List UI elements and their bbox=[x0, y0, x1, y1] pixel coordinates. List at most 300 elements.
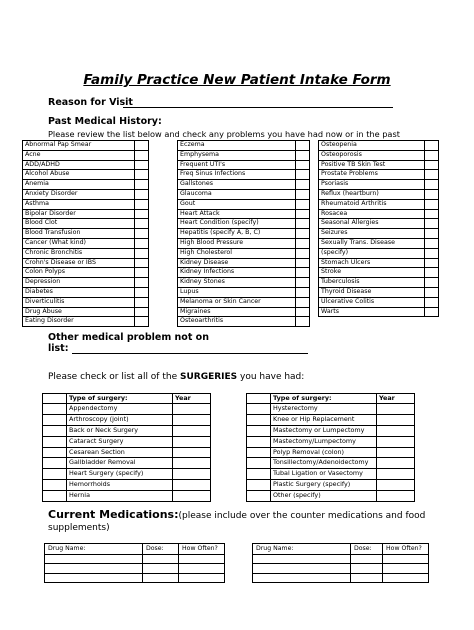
condition-checkbox[interactable] bbox=[135, 297, 149, 307]
medication-row bbox=[253, 573, 429, 583]
surgery-checkbox[interactable] bbox=[43, 469, 67, 480]
condition-row bbox=[178, 238, 310, 248]
condition-checkbox[interactable] bbox=[425, 268, 439, 278]
condition-checkbox[interactable] bbox=[425, 278, 439, 288]
condition-label: Positive TB Skin Test bbox=[319, 160, 425, 170]
surgery-year-field[interactable] bbox=[173, 491, 211, 502]
condition-checkbox[interactable] bbox=[135, 180, 149, 190]
dose-header: Dose: bbox=[351, 544, 383, 555]
surgery-year-field[interactable] bbox=[377, 491, 415, 502]
condition-row bbox=[319, 258, 439, 268]
condition-checkbox[interactable] bbox=[135, 268, 149, 278]
surgery-checkbox[interactable] bbox=[247, 447, 271, 458]
other-problem-label-line1: Other medical problem not on bbox=[48, 332, 209, 343]
condition-checkbox[interactable] bbox=[296, 150, 310, 160]
condition-checkbox[interactable] bbox=[425, 297, 439, 307]
surgery-label: Hemorrhoids bbox=[67, 480, 173, 491]
surgeries-instructions bbox=[48, 372, 304, 382]
meds-note-line1: (please include over the counter medications and food bbox=[178, 511, 426, 521]
condition-checkbox[interactable] bbox=[425, 189, 439, 199]
surgery-type-header: Type of surgery: bbox=[271, 394, 377, 404]
condition-row bbox=[319, 307, 439, 317]
condition-label: Prostate Problems bbox=[319, 170, 425, 180]
condition-checkbox[interactable] bbox=[425, 229, 439, 239]
condition-row bbox=[23, 248, 149, 258]
dose-field[interactable] bbox=[143, 573, 179, 583]
condition-checkbox[interactable] bbox=[135, 170, 149, 180]
condition-label: Anemia bbox=[23, 180, 135, 190]
medication-row bbox=[253, 554, 429, 564]
condition-label: Osteoporosis bbox=[319, 150, 425, 160]
surgery-year-field[interactable] bbox=[377, 425, 415, 436]
surgery-row bbox=[247, 425, 415, 436]
condition-label: High Cholesterol bbox=[178, 248, 296, 258]
condition-row bbox=[319, 238, 439, 248]
condition-row bbox=[178, 287, 310, 297]
condition-row bbox=[23, 209, 149, 219]
condition-row bbox=[319, 189, 439, 199]
surgery-checkbox[interactable] bbox=[247, 436, 271, 447]
condition-checkbox[interactable] bbox=[296, 278, 310, 288]
condition-row bbox=[319, 229, 439, 239]
surgery-row bbox=[247, 414, 415, 425]
condition-row bbox=[178, 209, 310, 219]
condition-label: Stomach Ulcers bbox=[319, 258, 425, 268]
condition-checkbox[interactable] bbox=[425, 160, 439, 170]
condition-checkbox[interactable] bbox=[296, 199, 310, 209]
condition-checkbox[interactable] bbox=[296, 141, 310, 151]
surgery-row bbox=[43, 447, 211, 458]
condition-checkbox[interactable] bbox=[135, 307, 149, 317]
surgery-label: Gallbladder Removal bbox=[67, 458, 173, 469]
condition-checkbox[interactable] bbox=[135, 189, 149, 199]
condition-checkbox[interactable] bbox=[296, 297, 310, 307]
condition-checkbox[interactable] bbox=[425, 180, 439, 190]
condition-checkbox[interactable] bbox=[296, 160, 310, 170]
condition-label: Migraines bbox=[178, 307, 296, 317]
condition-checkbox[interactable] bbox=[135, 229, 149, 239]
condition-label: Tuberculosis bbox=[319, 278, 425, 288]
condition-checkbox[interactable] bbox=[296, 170, 310, 180]
condition-row bbox=[319, 297, 439, 307]
condition-checkbox[interactable] bbox=[296, 258, 310, 268]
condition-row bbox=[178, 317, 310, 327]
condition-row bbox=[23, 297, 149, 307]
surgery-label: Mastectomy or Lumpectomy bbox=[271, 425, 377, 436]
condition-row bbox=[23, 238, 149, 248]
condition-label: Hepatitis (specify A, B, C) bbox=[178, 229, 296, 239]
condition-checkbox[interactable] bbox=[296, 189, 310, 199]
surgery-year-field[interactable] bbox=[377, 458, 415, 469]
condition-checkbox[interactable] bbox=[135, 238, 149, 248]
surgery-checkbox[interactable] bbox=[43, 403, 67, 414]
surgery-year-field[interactable] bbox=[377, 403, 415, 414]
condition-label: Depression bbox=[23, 278, 135, 288]
pmh-instructions: Please review the list below and check any problems you have had now or in the past bbox=[48, 129, 400, 139]
condition-label: Asthma bbox=[23, 199, 135, 209]
condition-label: Gout bbox=[178, 199, 296, 209]
condition-row bbox=[23, 268, 149, 278]
surgery-year-field[interactable] bbox=[173, 425, 211, 436]
surgery-checkbox[interactable] bbox=[247, 458, 271, 469]
condition-label: Abnormal Pap Smear bbox=[23, 141, 135, 151]
condition-row bbox=[178, 170, 310, 180]
current-medications-heading bbox=[48, 508, 425, 521]
condition-row bbox=[319, 209, 439, 219]
surgery-row bbox=[43, 414, 211, 425]
medication-row bbox=[253, 564, 429, 574]
condition-checkbox[interactable] bbox=[425, 219, 439, 229]
surgery-row bbox=[247, 491, 415, 502]
surgery-checkbox[interactable] bbox=[43, 458, 67, 469]
surgery-year-field[interactable] bbox=[377, 436, 415, 447]
condition-row bbox=[23, 180, 149, 190]
surgery-row bbox=[43, 458, 211, 469]
surgeries-table-right bbox=[246, 393, 415, 502]
surgery-year-field[interactable] bbox=[377, 469, 415, 480]
surgery-type-header: Type of surgery: bbox=[67, 394, 173, 404]
other-problem-label-line2: list: bbox=[48, 343, 69, 354]
past-medical-history-heading: Past Medical History: bbox=[48, 116, 162, 127]
reason-for-visit-field[interactable] bbox=[123, 107, 393, 108]
surgery-check-header bbox=[247, 394, 271, 404]
surgery-checkbox[interactable] bbox=[247, 403, 271, 414]
surgery-year-field[interactable] bbox=[173, 447, 211, 458]
surgeries-table-left bbox=[42, 393, 211, 502]
condition-checkbox[interactable] bbox=[296, 307, 310, 317]
surgery-row bbox=[247, 480, 415, 491]
condition-label: Emphysema bbox=[178, 150, 296, 160]
condition-label: Colon Polyps bbox=[23, 268, 135, 278]
surgery-label: Knee or Hip Replacement bbox=[271, 414, 377, 425]
condition-label: Thyroid Disease bbox=[319, 287, 425, 297]
condition-label: High Blood Pressure bbox=[178, 238, 296, 248]
condition-label: Acne bbox=[23, 150, 135, 160]
condition-checkbox[interactable] bbox=[425, 150, 439, 160]
condition-checkbox[interactable] bbox=[135, 317, 149, 327]
form-title: Family Practice New Patient Intake Form bbox=[83, 72, 391, 88]
how-often-header: How Often? bbox=[179, 544, 225, 555]
surgery-year-field[interactable] bbox=[173, 436, 211, 447]
drug-name-field[interactable] bbox=[45, 573, 143, 583]
surgeries-instr-prefix: Please check or list all of the bbox=[48, 372, 180, 382]
condition-label: Drug Abuse bbox=[23, 307, 135, 317]
condition-row bbox=[178, 278, 310, 288]
medications-table-right bbox=[252, 543, 429, 583]
surgery-checkbox[interactable] bbox=[247, 480, 271, 491]
condition-checkbox[interactable] bbox=[135, 150, 149, 160]
condition-checkbox[interactable] bbox=[135, 287, 149, 297]
surgery-label: Cataract Surgery bbox=[67, 436, 173, 447]
surgery-year-field[interactable] bbox=[173, 414, 211, 425]
condition-row bbox=[178, 180, 310, 190]
how-often-field[interactable] bbox=[179, 564, 225, 574]
how-often-field[interactable] bbox=[179, 554, 225, 564]
condition-row bbox=[319, 287, 439, 297]
condition-row bbox=[319, 170, 439, 180]
condition-label: Glaucoma bbox=[178, 189, 296, 199]
surgery-row bbox=[43, 469, 211, 480]
condition-label: Eczema bbox=[178, 141, 296, 151]
surgery-label: Plastic Surgery (specify) bbox=[271, 480, 377, 491]
condition-label: Seasonal Allergies bbox=[319, 219, 425, 229]
surgery-checkbox[interactable] bbox=[247, 491, 271, 502]
how-often-field[interactable] bbox=[179, 573, 225, 583]
drug-name-field[interactable] bbox=[45, 564, 143, 574]
condition-label: Bipolar Disorder bbox=[23, 209, 135, 219]
surgery-checkbox[interactable] bbox=[247, 425, 271, 436]
condition-row bbox=[23, 287, 149, 297]
condition-checkbox[interactable] bbox=[135, 248, 149, 258]
medications-table-left bbox=[44, 543, 225, 583]
condition-label: Osteopenia bbox=[319, 141, 425, 151]
condition-row bbox=[23, 219, 149, 229]
surgery-checkbox[interactable] bbox=[247, 469, 271, 480]
condition-label: Kidney Stones bbox=[178, 278, 296, 288]
condition-label: (specify) bbox=[319, 248, 425, 258]
surgery-label: Cesarean Section bbox=[67, 447, 173, 458]
condition-row bbox=[178, 160, 310, 170]
other-problem-label bbox=[48, 332, 209, 354]
surgery-check-header bbox=[43, 394, 67, 404]
drug-name-field[interactable] bbox=[253, 554, 351, 564]
condition-label: Diverticulitis bbox=[23, 297, 135, 307]
surgery-label: Back or Neck Surgery bbox=[67, 425, 173, 436]
condition-checkbox[interactable] bbox=[135, 209, 149, 219]
drug-name-field[interactable] bbox=[45, 554, 143, 564]
condition-row bbox=[319, 160, 439, 170]
condition-checkbox[interactable] bbox=[296, 209, 310, 219]
surgery-row bbox=[43, 436, 211, 447]
condition-checkbox[interactable] bbox=[425, 141, 439, 151]
surgery-checkbox[interactable] bbox=[43, 447, 67, 458]
condition-label: Blood Transfusion bbox=[23, 229, 135, 239]
drug-name-field[interactable] bbox=[253, 564, 351, 574]
condition-checkbox[interactable] bbox=[425, 307, 439, 317]
surgery-row bbox=[43, 403, 211, 414]
condition-checkbox[interactable] bbox=[296, 180, 310, 190]
surgery-row bbox=[43, 425, 211, 436]
condition-checkbox[interactable] bbox=[135, 160, 149, 170]
condition-label: Gallstones bbox=[178, 180, 296, 190]
condition-label: Anxiety Disorder bbox=[23, 189, 135, 199]
reason-for-visit-label: Reason for Visit bbox=[48, 97, 133, 108]
condition-checkbox[interactable] bbox=[425, 209, 439, 219]
condition-row bbox=[319, 180, 439, 190]
condition-checkbox[interactable] bbox=[135, 258, 149, 268]
surgery-label: Hernia bbox=[67, 491, 173, 502]
surgery-label: Heart Surgery (specify) bbox=[67, 469, 173, 480]
condition-checkbox[interactable] bbox=[296, 287, 310, 297]
meds-heading-text: Current Medications: bbox=[48, 508, 179, 521]
condition-label: ADD/ADHD bbox=[23, 160, 135, 170]
condition-checkbox[interactable] bbox=[135, 199, 149, 209]
condition-label: Stroke bbox=[319, 268, 425, 278]
surgery-label: Tubal Ligation or Vasectomy bbox=[271, 469, 377, 480]
conditions-table-col2 bbox=[177, 140, 310, 327]
condition-label: Rosacea bbox=[319, 209, 425, 219]
surgery-label: Tonsillectomy/Adenoidectomy bbox=[271, 458, 377, 469]
condition-row bbox=[178, 258, 310, 268]
dose-field[interactable] bbox=[143, 554, 179, 564]
condition-label: Ulcerative Colitis bbox=[319, 297, 425, 307]
condition-checkbox[interactable] bbox=[135, 141, 149, 151]
surgery-row bbox=[247, 436, 415, 447]
condition-row bbox=[23, 170, 149, 180]
how-often-field[interactable] bbox=[383, 554, 429, 564]
condition-row bbox=[178, 248, 310, 258]
surgery-row bbox=[43, 491, 211, 502]
condition-checkbox[interactable] bbox=[135, 278, 149, 288]
condition-label: Heart Condition (specify) bbox=[178, 219, 296, 229]
condition-label: Blood Clot bbox=[23, 219, 135, 229]
surgery-checkbox[interactable] bbox=[43, 480, 67, 491]
medication-row bbox=[45, 554, 225, 564]
condition-label: Kidney Disease bbox=[178, 258, 296, 268]
condition-row bbox=[319, 248, 439, 258]
condition-row bbox=[23, 150, 149, 160]
condition-row bbox=[23, 141, 149, 151]
condition-row bbox=[319, 268, 439, 278]
surgery-year-field[interactable] bbox=[173, 458, 211, 469]
surgery-year-field[interactable] bbox=[377, 447, 415, 458]
conditions-table-col3 bbox=[318, 140, 439, 317]
condition-checkbox[interactable] bbox=[296, 268, 310, 278]
surgery-year-header: Year bbox=[377, 394, 415, 404]
surgery-label: Polyp Removal (colon) bbox=[271, 447, 377, 458]
drug-name-header: Drug Name: bbox=[45, 544, 143, 555]
surgery-year-field[interactable] bbox=[173, 469, 211, 480]
condition-label: Diabetes bbox=[23, 287, 135, 297]
dose-field[interactable] bbox=[351, 564, 383, 574]
condition-row bbox=[178, 307, 310, 317]
condition-label: Seizures bbox=[319, 229, 425, 239]
surgery-checkbox[interactable] bbox=[43, 425, 67, 436]
condition-row bbox=[319, 199, 439, 209]
condition-label: Reflux (heartburn) bbox=[319, 189, 425, 199]
condition-checkbox[interactable] bbox=[425, 238, 439, 248]
condition-row bbox=[178, 219, 310, 229]
condition-row bbox=[23, 258, 149, 268]
condition-label: Rheumatoid Arthritis bbox=[319, 199, 425, 209]
condition-checkbox[interactable] bbox=[425, 287, 439, 297]
condition-checkbox[interactable] bbox=[296, 219, 310, 229]
dose-field[interactable] bbox=[351, 573, 383, 583]
surgeries-instr-suffix: you have had: bbox=[237, 372, 305, 382]
surgery-label: Other (specify) bbox=[271, 491, 377, 502]
how-often-header: How Often? bbox=[383, 544, 429, 555]
surgery-year-field[interactable] bbox=[173, 403, 211, 414]
meds-note-line2: supplements) bbox=[48, 523, 110, 533]
condition-label: Kidney Infections bbox=[178, 268, 296, 278]
medication-row bbox=[45, 564, 225, 574]
condition-label: Chronic Bronchitis bbox=[23, 248, 135, 258]
condition-label: Melanoma or Skin Cancer bbox=[178, 297, 296, 307]
condition-row bbox=[319, 150, 439, 160]
condition-label: Psoriasis bbox=[319, 180, 425, 190]
condition-row bbox=[23, 229, 149, 239]
surgery-label: Appendectomy bbox=[67, 403, 173, 414]
condition-checkbox[interactable] bbox=[425, 248, 439, 258]
condition-row bbox=[319, 141, 439, 151]
drug-name-header: Drug Name: bbox=[253, 544, 351, 555]
surgery-year-field[interactable] bbox=[377, 414, 415, 425]
condition-label: Alcohol Abuse bbox=[23, 170, 135, 180]
condition-row bbox=[178, 141, 310, 151]
condition-row bbox=[23, 199, 149, 209]
condition-checkbox[interactable] bbox=[296, 317, 310, 327]
how-often-field[interactable] bbox=[383, 564, 429, 574]
surgery-row bbox=[247, 447, 415, 458]
condition-row bbox=[178, 268, 310, 278]
condition-label: Frequent UTI's bbox=[178, 160, 296, 170]
condition-label: Eating Disorder bbox=[23, 317, 135, 327]
condition-label: Sexually Trans. Disease bbox=[319, 238, 425, 248]
condition-label: Cancer (What kind) bbox=[23, 238, 135, 248]
condition-label: Heart Attack bbox=[178, 209, 296, 219]
condition-checkbox[interactable] bbox=[296, 248, 310, 258]
condition-label: Lupus bbox=[178, 287, 296, 297]
condition-checkbox[interactable] bbox=[296, 229, 310, 239]
surgery-row bbox=[247, 469, 415, 480]
medication-row bbox=[45, 573, 225, 583]
condition-row bbox=[178, 189, 310, 199]
other-problem-field[interactable] bbox=[72, 353, 308, 354]
surgery-checkbox[interactable] bbox=[43, 436, 67, 447]
surgeries-instr-highlight: SURGERIES bbox=[179, 372, 238, 382]
condition-label: Osteoarthritis bbox=[178, 317, 296, 327]
surgery-row bbox=[247, 458, 415, 469]
conditions-table-col1 bbox=[22, 140, 149, 327]
condition-row bbox=[178, 297, 310, 307]
surgery-label: Mastectomy/Lumpectomy bbox=[271, 436, 377, 447]
how-often-field[interactable] bbox=[383, 573, 429, 583]
condition-checkbox[interactable] bbox=[135, 219, 149, 229]
condition-label: Freq Sinus Infections bbox=[178, 170, 296, 180]
condition-row bbox=[319, 278, 439, 288]
condition-row bbox=[23, 317, 149, 327]
condition-label: Crohn's Disease or IBS bbox=[23, 258, 135, 268]
condition-checkbox[interactable] bbox=[425, 258, 439, 268]
surgery-checkbox[interactable] bbox=[43, 491, 67, 502]
surgery-year-field[interactable] bbox=[173, 480, 211, 491]
surgery-year-header: Year bbox=[173, 394, 211, 404]
condition-row bbox=[23, 189, 149, 199]
dose-field[interactable] bbox=[143, 564, 179, 574]
condition-row bbox=[23, 307, 149, 317]
condition-row bbox=[178, 150, 310, 160]
condition-checkbox[interactable] bbox=[425, 170, 439, 180]
condition-checkbox[interactable] bbox=[425, 199, 439, 209]
condition-checkbox[interactable] bbox=[296, 238, 310, 248]
condition-row bbox=[178, 229, 310, 239]
surgery-label: Hysterectomy bbox=[271, 403, 377, 414]
surgery-label: Arthroscopy (joint) bbox=[67, 414, 173, 425]
dose-field[interactable] bbox=[351, 554, 383, 564]
condition-row bbox=[178, 199, 310, 209]
condition-label: Warts bbox=[319, 307, 425, 317]
surgery-checkbox[interactable] bbox=[43, 414, 67, 425]
condition-row bbox=[23, 278, 149, 288]
drug-name-field[interactable] bbox=[253, 573, 351, 583]
surgery-year-field[interactable] bbox=[377, 480, 415, 491]
condition-row bbox=[23, 160, 149, 170]
dose-header: Dose: bbox=[143, 544, 179, 555]
surgery-row bbox=[43, 480, 211, 491]
surgery-row bbox=[247, 403, 415, 414]
surgery-checkbox[interactable] bbox=[247, 414, 271, 425]
condition-row bbox=[319, 219, 439, 229]
